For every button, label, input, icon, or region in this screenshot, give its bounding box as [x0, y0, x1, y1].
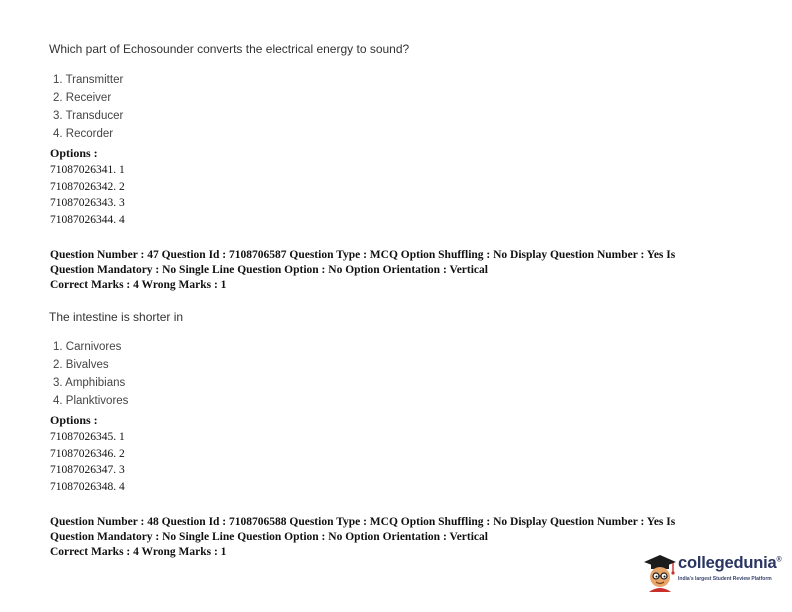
graduate-mascot-icon	[640, 552, 678, 592]
choice-item: 4. Recorder	[53, 128, 114, 140]
meta-line: Question Mandatory : No Single Line Question Option : No Option Orientation : Vertical	[50, 264, 488, 276]
option-id-item: 71087026347. 3	[50, 464, 125, 476]
meta-line: Correct Marks : 4 Wrong Marks : 1	[50, 279, 227, 291]
meta-line: Question Number : 47 Question Id : 7108706587 Question Type : MCQ Option Shuffling : No Display Question Number : Yes Is	[50, 249, 676, 261]
option-id-item: 71087026344. 4	[50, 213, 125, 226]
choice-item: 1. Transmitter	[53, 74, 124, 86]
options-list-46	[50, 162, 125, 228]
options-heading-47: Options :	[50, 413, 98, 427]
question-text-46: Which part of Echosounder converts the electrical energy to sound?	[49, 42, 410, 56]
choice-item: 2. Bivalves	[53, 359, 109, 371]
choice-item: 3. Amphibians	[53, 377, 126, 389]
choice-item: 2. Receiver	[53, 92, 112, 104]
choice-item: 3. Transducer	[53, 110, 124, 122]
question-text-47: The intestine is shorter in	[49, 310, 184, 324]
option-id-item: 71087026346. 2	[50, 447, 125, 460]
question-meta-47	[50, 248, 740, 293]
options-list-47	[50, 429, 125, 495]
meta-line: Question Number : 48 Question Id : 7108706588 Question Type : MCQ Option Shuffling : No Display Question Number : Yes Is	[50, 516, 676, 528]
option-id-item: 71087026343. 3	[50, 197, 125, 209]
meta-line: Correct Marks : 4 Wrong Marks : 1	[50, 546, 227, 558]
question-meta-48	[50, 515, 740, 560]
collegedunia-logo	[640, 548, 790, 596]
option-id-item: 71087026342. 2	[50, 180, 125, 193]
choice-item: 1. Carnivores	[53, 341, 122, 353]
trademark-mark: ®	[776, 556, 782, 564]
meta-line: Question Mandatory : No Single Line Question Option : No Option Orientation : Vertical	[50, 531, 488, 543]
option-id-item: 71087026348. 4	[50, 480, 125, 493]
choice-list-47	[53, 338, 128, 410]
choice-item: 4. Planktivores	[53, 395, 129, 407]
brand-tagline: India's largest Student Review Platform	[678, 576, 772, 582]
brand-name: collegedunia®	[678, 554, 782, 572]
option-id-item: 71087026345. 1	[50, 431, 125, 443]
option-id-item: 71087026341. 1	[50, 164, 125, 176]
choice-list-46	[53, 71, 123, 143]
options-heading-46: Options :	[50, 146, 98, 160]
